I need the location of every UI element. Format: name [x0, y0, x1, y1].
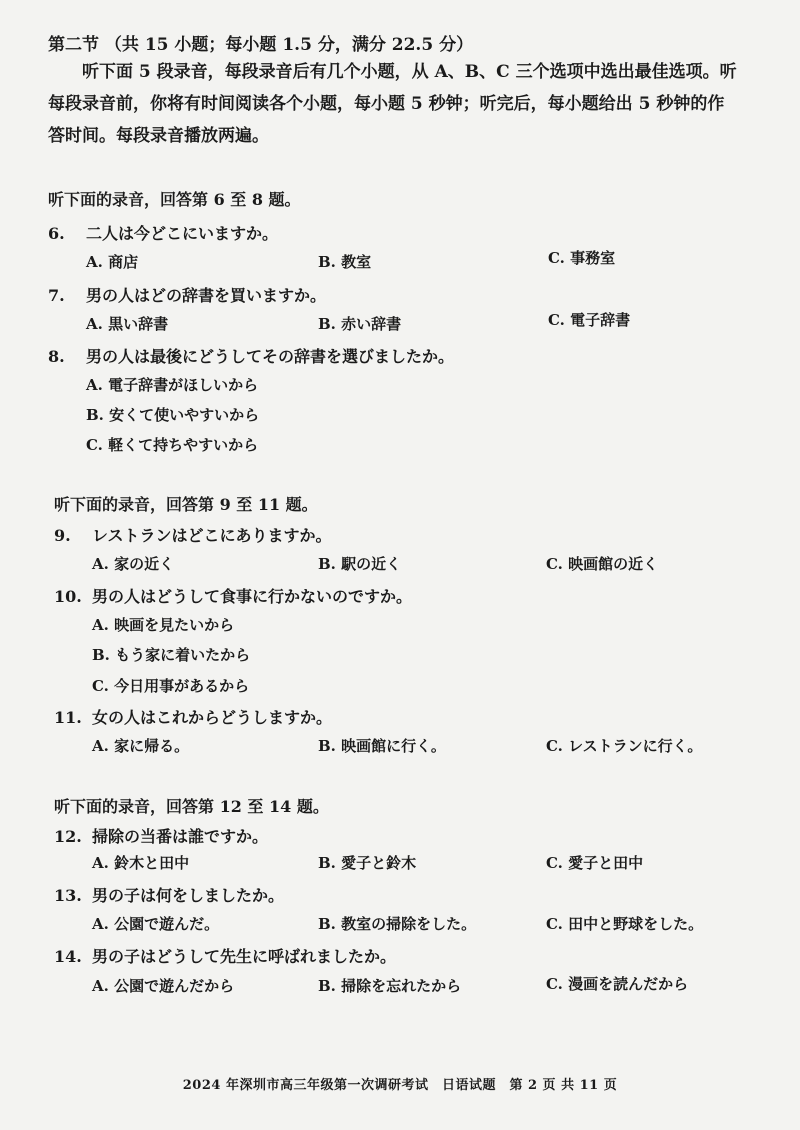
question-number: 13. — [54, 886, 82, 905]
question-6 — [48, 221, 278, 244]
option-c: C. 田中と野球をした。 — [546, 915, 704, 933]
option-c: C. 軽くて持ちやすいから — [86, 436, 259, 454]
question-13 — [54, 883, 284, 906]
option-b: B. 赤い辞書 — [318, 315, 402, 333]
option-a: A. 黒い辞書 — [86, 315, 169, 333]
question-text: 男の子はどうして先生に呼ばれましたか。 — [92, 947, 397, 966]
question-text: 二人は今どこにいますか。 — [86, 224, 279, 243]
option-a: A. 鈴木と田中 — [92, 854, 190, 872]
question-text: 男の人はどの辞書を買いますか。 — [86, 286, 327, 305]
option-a: A. 映画を見たいから — [92, 616, 235, 634]
question-8 — [48, 344, 454, 367]
instruction-line: 听下面 5 段录音，每段录音后有几个小题，从 A、B、C 三个选项中选出最佳选项。听 — [82, 62, 737, 82]
option-c: C. 漫画を読んだから — [546, 975, 689, 993]
question-text: 掃除の当番は誰ですか。 — [92, 827, 269, 846]
option-b: B. 教室 — [318, 253, 372, 271]
question-text: 男の人は最後にどうしてその辞書を選びましたか。 — [86, 347, 455, 366]
question-7 — [48, 283, 326, 306]
option-a: A. 商店 — [86, 253, 139, 271]
group-heading: 听下面的录音，回答第 12 至 14 题。 — [54, 797, 329, 816]
option-a: A. 公園で遊んだ。 — [92, 915, 220, 933]
option-b: B. 掃除を忘れたから — [318, 977, 462, 995]
question-text: 男の人はどうして食事に行かないのですか。 — [92, 587, 413, 606]
option-b: B. 安くて使いやすいから — [86, 406, 260, 424]
option-c: C. 今日用事があるから — [92, 677, 250, 695]
section-instructions — [48, 56, 756, 152]
question-number: 9. — [54, 526, 71, 545]
instruction-line: 答时间。每段录音播放两遍。 — [48, 126, 269, 146]
option-a: A. 公園で遊んだから — [92, 977, 235, 995]
question-text: 男の子は何をしましたか。 — [92, 886, 285, 905]
option-a: A. 家の近く — [92, 555, 175, 573]
question-14 — [54, 944, 396, 967]
question-text: レストランはどこにありますか。 — [92, 526, 332, 545]
question-9 — [54, 523, 332, 546]
option-c: C. レストランに行く。 — [546, 737, 703, 755]
question-number: 8. — [48, 347, 65, 366]
question-number: 7. — [48, 286, 65, 305]
question-11 — [54, 705, 332, 728]
option-a: A. 家に帰る。 — [92, 737, 190, 755]
option-a: A. 電子辞書がほしいから — [86, 376, 259, 394]
section-title: 第二节 （共 15 小题；每小题 1.5 分，满分 22.5 分） — [48, 35, 474, 55]
group-heading: 听下面的录音，回答第 6 至 8 题。 — [48, 190, 301, 209]
option-c: C. 事務室 — [548, 249, 616, 267]
option-b: B. 駅の近く — [318, 555, 402, 573]
question-number: 6. — [48, 224, 65, 243]
option-c: C. 愛子と田中 — [546, 854, 644, 872]
option-c: C. 映画館の近く — [546, 555, 659, 573]
option-b: B. 教室の掃除をした。 — [318, 915, 477, 933]
option-b: B. もう家に着いたから — [92, 646, 251, 664]
question-number: 14. — [54, 947, 82, 966]
group-heading: 听下面的录音，回答第 9 至 11 题。 — [54, 495, 318, 514]
option-c: C. 電子辞書 — [548, 311, 631, 329]
question-10 — [54, 584, 412, 607]
instruction-line: 每段录音前，你将有时间阅读各个小题，每小题 5 秒钟；听完后，每小题给出 5 秒钟的作 — [48, 94, 725, 114]
page-footer: 2024 年深圳市高三年级第一次调研考试 日语试题 第 2 页 共 11 页 — [182, 1078, 618, 1093]
question-number: 10. — [54, 587, 82, 606]
question-number: 11. — [54, 708, 82, 727]
option-b: B. 映画館に行く。 — [318, 737, 446, 755]
question-number: 12. — [54, 827, 82, 846]
option-b: B. 愛子と鈴木 — [318, 854, 417, 872]
question-text: 女の人はこれからどうしますか。 — [92, 708, 333, 727]
question-12 — [54, 824, 268, 847]
